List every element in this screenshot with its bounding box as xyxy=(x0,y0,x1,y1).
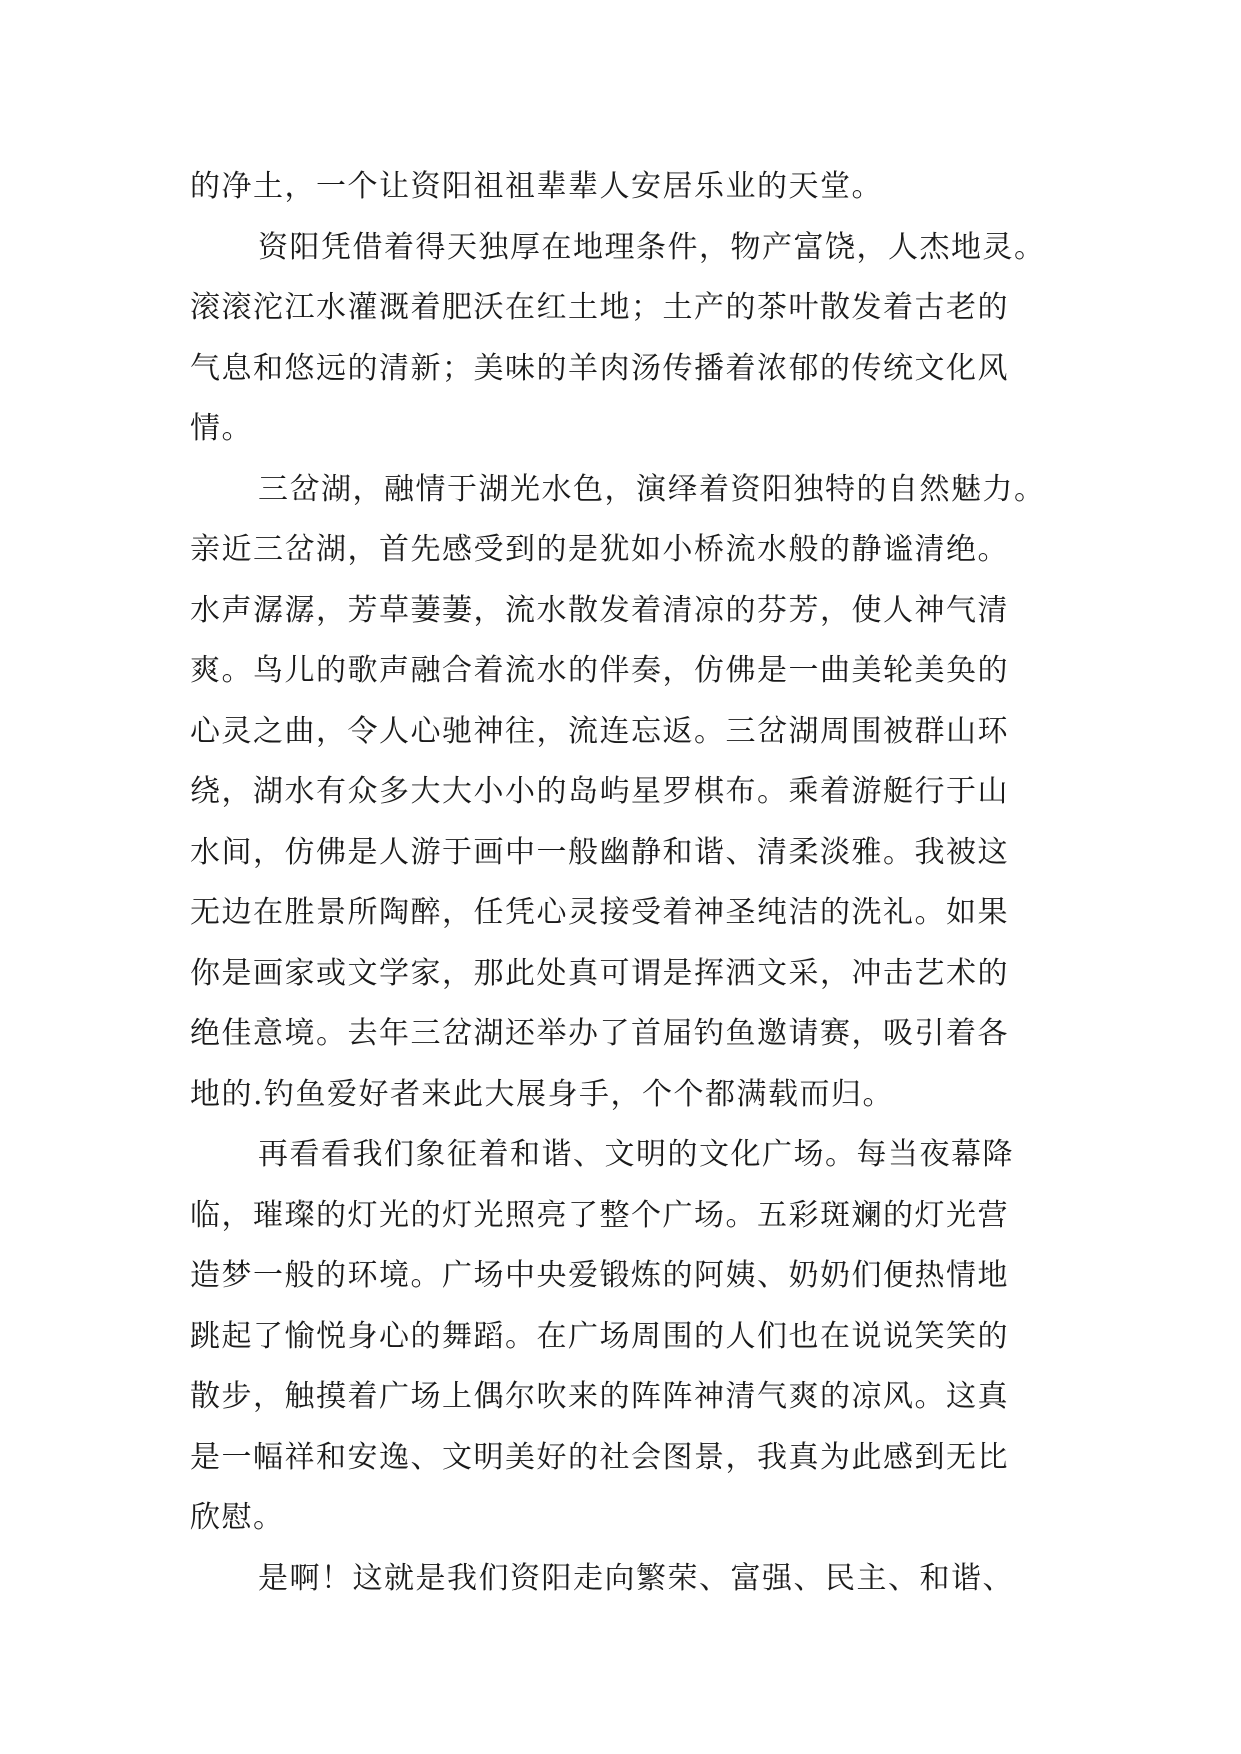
text-line: 造梦一般的环境。广场中央爱锻炼的阿姨、奶奶们便热情地 xyxy=(190,1258,1009,1293)
text-line: 水间，仿佛是人游于画中一般幽静和谐、清柔淡雅。我被这 xyxy=(190,834,1009,870)
text-line: 散步，触摸着广场上偶尔吹来的阵阵神清气爽的凉风。这真 xyxy=(190,1379,1009,1414)
text-line: 欣慰。 xyxy=(190,1500,285,1535)
paragraph-first-line: 是啊！这就是我们资阳走向繁荣、富强、民主、和谐、 xyxy=(258,1560,1014,1596)
text-line: 跳起了愉悦身心的舞蹈。在广场周围的人们也在说说笑笑的 xyxy=(190,1318,1009,1354)
text-line: 水声潺潺，芳草萋萋，流水散发着清凉的芬芳，使人神气清 xyxy=(190,592,1009,628)
text-line: 亲近三岔湖，首先感受到的是犹如小桥流水般的静谧清绝。 xyxy=(190,532,1009,567)
text-line: 无边在胜景所陶醉，任凭心灵接受着神圣纯洁的洗礼。如果 xyxy=(190,895,1009,930)
text-line: 心灵之曲，令人心驰神往，流连忘返。三岔湖周围被群山环 xyxy=(190,713,1009,749)
paragraph-first-line: 再看看我们象征着和谐、文明的文化广场。每当夜幕降 xyxy=(258,1137,1014,1172)
text-line: 你是画家或文学家，那此处真可谓是挥洒文采，冲击艺术的 xyxy=(190,955,1009,991)
text-line: 绕，湖水有众多大大小小的岛屿星罗棋布。乘着游艇行于山 xyxy=(190,774,1009,809)
text-line: 的净土，一个让资阳祖祖辈辈人安居乐业的天堂。 xyxy=(190,169,883,204)
body-text xyxy=(190,157,1070,1609)
paragraph-first-line: 资阳凭借着得天独厚在地理条件，物产富饶，人杰地灵。 xyxy=(258,229,1046,265)
paragraph-first-line: 三岔湖，融情于湖光水色，演绎着资阳独特的自然魅力。 xyxy=(258,471,1046,507)
text-line: 滚滚沱江水灌溉着肥沃在红土地；土产的茶叶散发着古老的 xyxy=(190,290,1009,325)
text-line: 地的.钓鱼爱好者来此大展身手，个个都满载而归。 xyxy=(190,1076,895,1112)
text-line: 是一幅祥和安逸、文明美好的社会图景，我真为此感到无比 xyxy=(190,1439,1009,1475)
text-line: 绝佳意境。去年三岔湖还举办了首届钓鱼邀请赛，吸引着各 xyxy=(190,1016,1009,1051)
text-line: 爽。鸟儿的歌声融合着流水的伴奏，仿佛是一曲美轮美奂的 xyxy=(190,653,1009,688)
text-line: 情。 xyxy=(190,411,253,446)
text-line: 临，璀璨的灯光的灯光照亮了整个广场。五彩斑斓的灯光营 xyxy=(190,1197,1009,1233)
text-line: 气息和悠远的清新；美味的羊肉汤传播着浓郁的传统文化风 xyxy=(190,350,1009,386)
